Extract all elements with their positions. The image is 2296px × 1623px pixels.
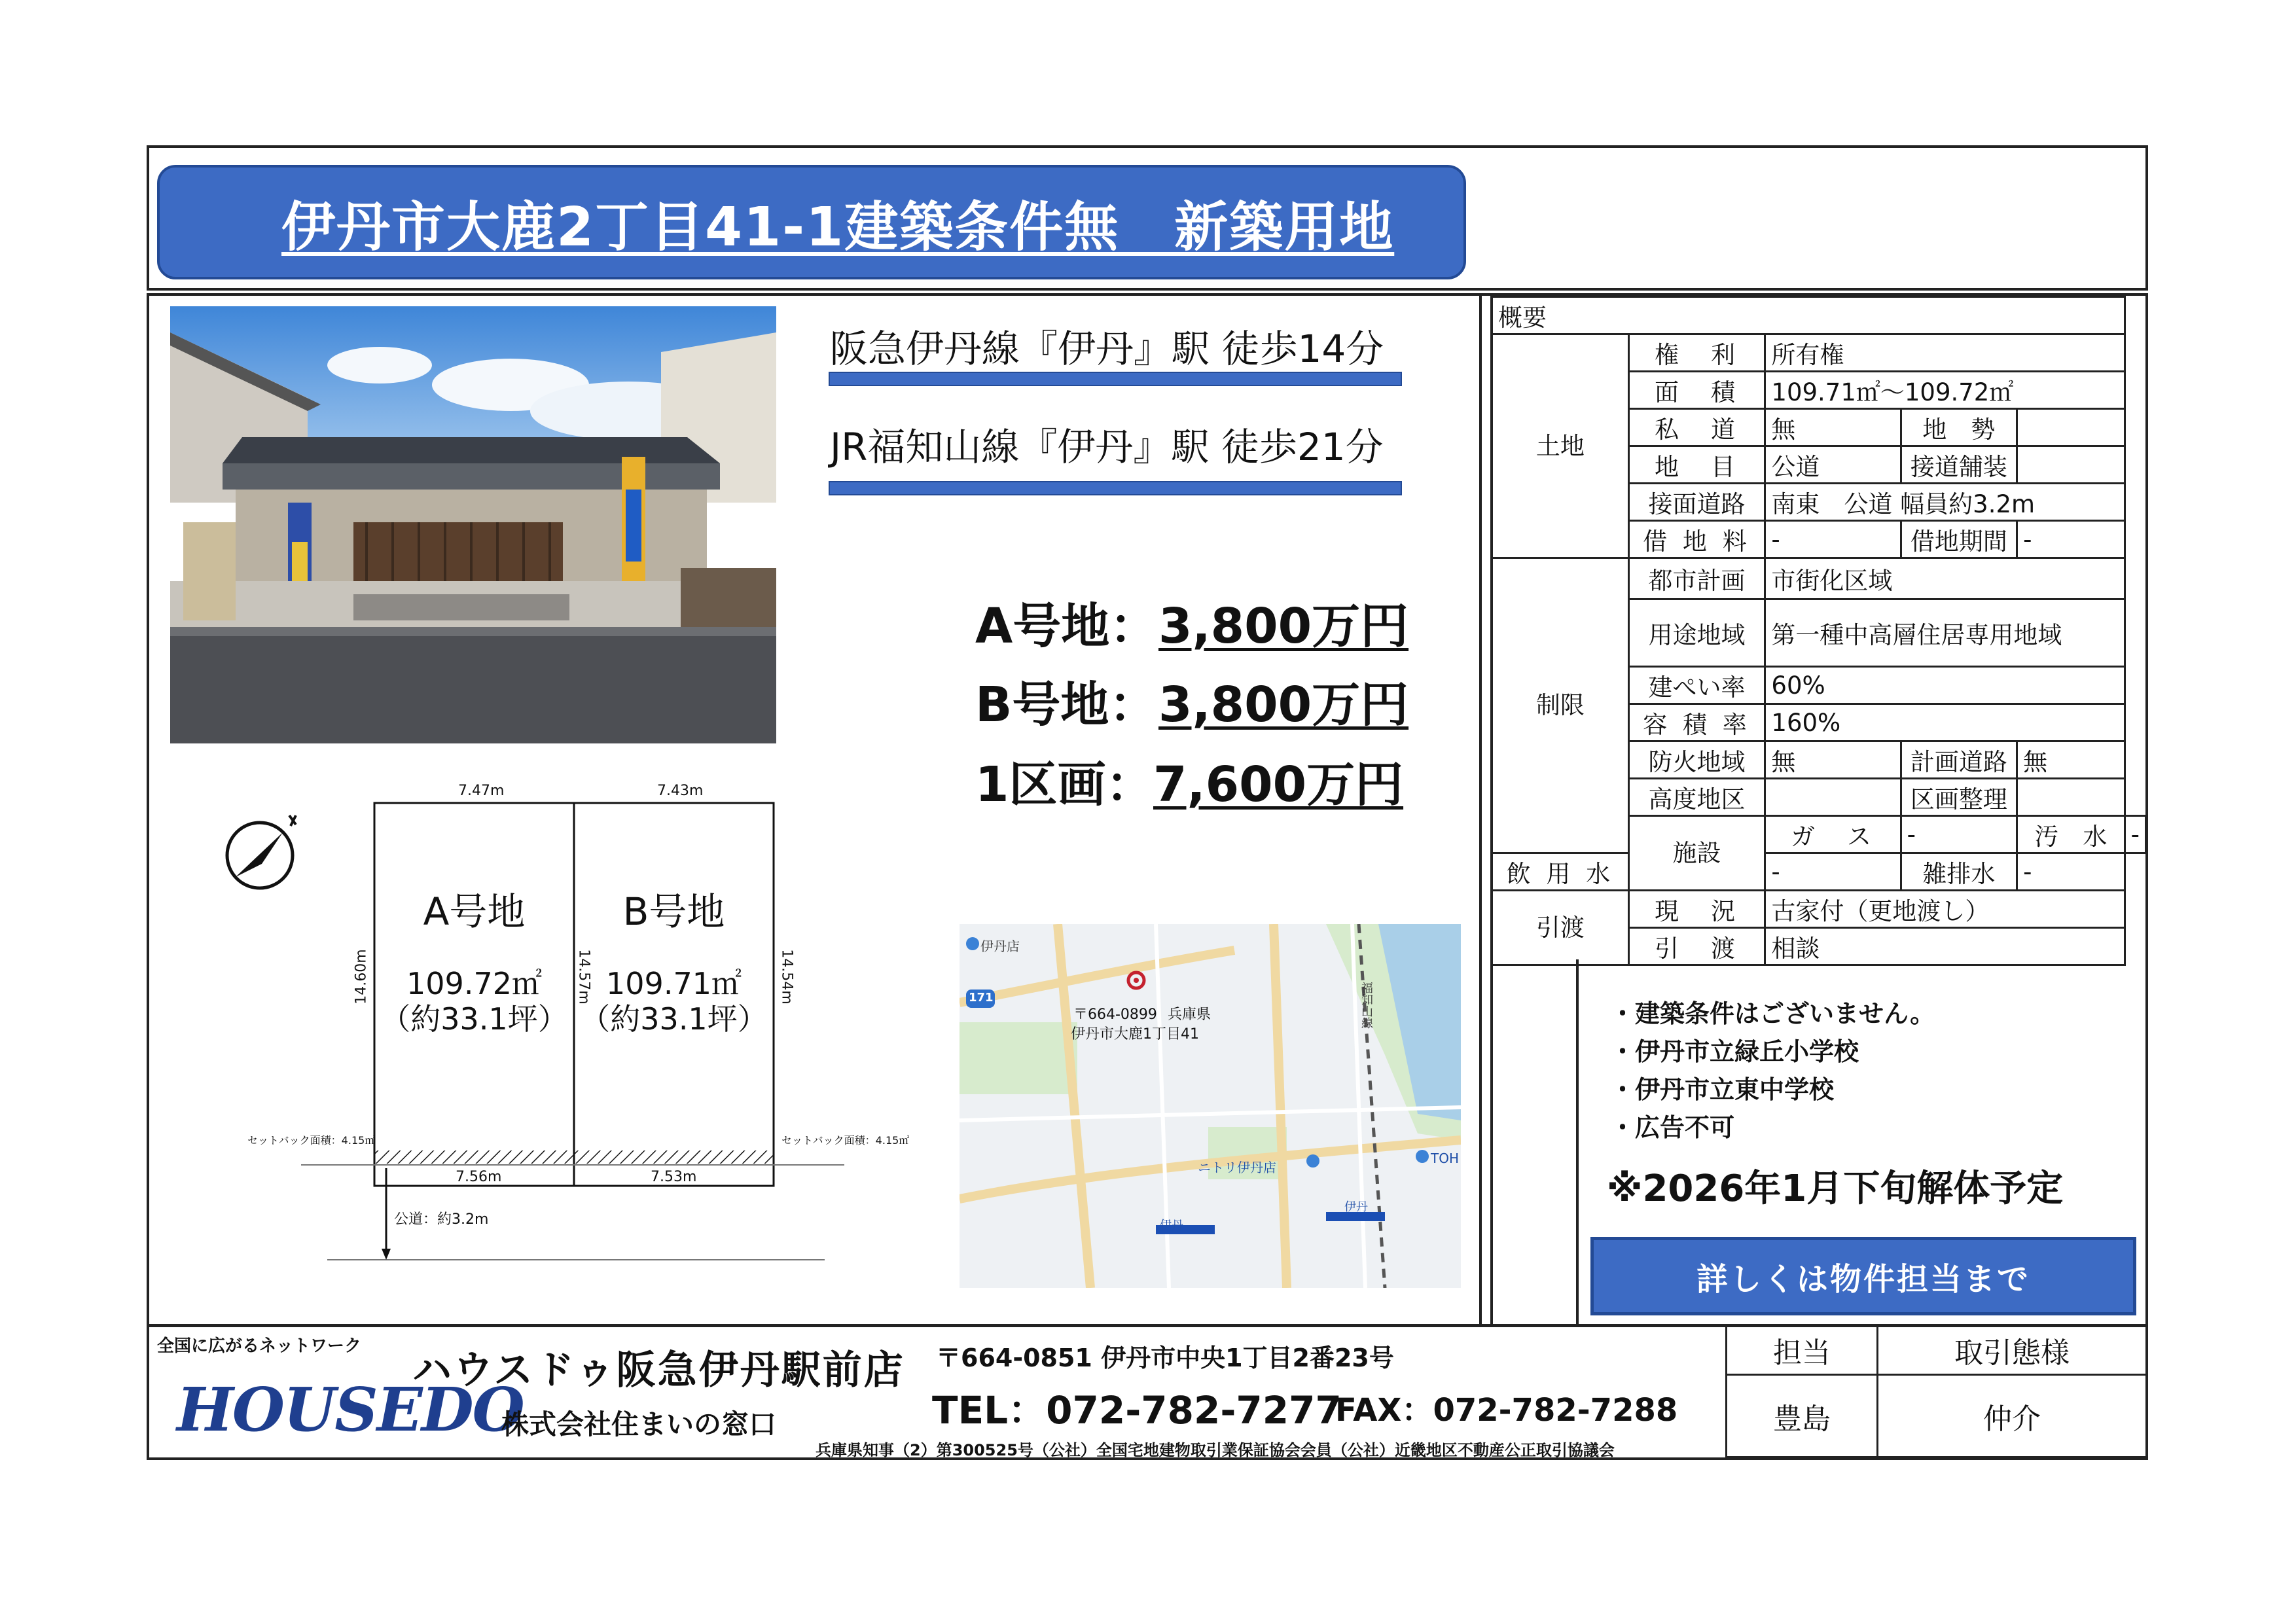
spec-value — [1765, 779, 1901, 816]
plot-b-depth: 14.57m — [575, 949, 592, 1005]
spec-key: 接道舗装 — [1901, 446, 2017, 484]
price-label-total: 1区画： — [975, 757, 1155, 813]
spec-cat-handover: 引渡 — [1492, 891, 1629, 965]
spec-value: - — [1765, 521, 1901, 558]
spec-value: 公道 — [1765, 446, 1901, 484]
staff-key: 担当 — [1727, 1325, 1878, 1375]
price-value-a: 3,800万円 — [1158, 598, 1409, 654]
price-value-b: 3,800万円 — [1158, 677, 1409, 733]
map-nitori-label: ニトリ伊丹店 — [1198, 1160, 1276, 1175]
plot-b-right-depth: 14.54m — [778, 949, 795, 1005]
spec-value: - — [1901, 816, 2017, 853]
spec-key: 地 勢 — [1901, 409, 2017, 446]
spec-key: 引 渡 — [1628, 928, 1765, 965]
plot-a-tsubo: （約33.1坪） — [380, 1001, 568, 1037]
plot-a-top-width: 7.47m — [458, 783, 505, 799]
price-value-total: 7,600万円 — [1153, 757, 1404, 813]
contact-button[interactable]: 詳しくは物件担当まで — [1590, 1237, 2136, 1315]
note-item: ・伊丹市立東中学校 — [1610, 1075, 1835, 1104]
property-photo — [170, 306, 776, 743]
note-item: ・建築条件はございません。 — [1610, 999, 1935, 1028]
staff-value: 豊島 — [1727, 1375, 1878, 1457]
spec-key: 面 積 — [1628, 372, 1765, 409]
spec-value: 相談 — [1765, 928, 2125, 965]
spec-value: - — [1765, 853, 1901, 891]
spec-key: 汚 水 — [2017, 816, 2125, 853]
spec-key: 計画道路 — [1901, 741, 2017, 779]
plot-b-area: 109.71㎡ — [606, 966, 742, 1001]
spec-cat-limit: 制限 — [1492, 558, 1629, 853]
spec-value: 古家付（更地渡し） — [1765, 891, 2125, 928]
map-station1-label: 伊丹 — [1160, 1219, 1183, 1232]
spec-value: 無 — [1765, 409, 1901, 446]
spec-value — [2017, 446, 2125, 484]
spec-key: ガ ス — [1765, 816, 1901, 853]
deal-key: 取引態様 — [1878, 1325, 2147, 1375]
fax-number: FAX：072-782-7288 — [1335, 1392, 1678, 1429]
setback-left: セットバック面積：4.15㎡ — [247, 1134, 376, 1147]
spec-cat-facility: 施設 — [1628, 816, 1765, 891]
shop-name: ハウスドゥ阪急伊丹駅前店 — [412, 1347, 905, 1393]
location-map[interactable] — [960, 924, 1461, 1288]
spec-cat-land: 土地 — [1492, 334, 1629, 558]
spec-header: 概要 — [1492, 297, 2125, 334]
spec-value: - — [2125, 816, 2145, 853]
spec-value: 南東 公道 幅員約3.2m — [1765, 484, 2125, 521]
notes-divider — [1576, 959, 1579, 1327]
spec-key: 権 利 — [1628, 334, 1765, 372]
spec-value: - — [2017, 853, 2125, 891]
map-station2-label: 伊丹 — [1344, 1200, 1368, 1214]
spec-value: 無 — [2017, 741, 2125, 779]
notes-list — [1610, 995, 1935, 1147]
spec-key: 防火地域 — [1628, 741, 1765, 779]
staff-table — [1725, 1324, 2147, 1458]
spec-value: 市街化区域 — [1765, 558, 2125, 599]
plot-b-name: B号地 — [622, 889, 725, 934]
map-postal: 〒664-0899 — [1073, 1007, 1157, 1023]
price-label-b: B号地： — [975, 677, 1158, 733]
spec-key: 区画整理 — [1901, 779, 2017, 816]
spec-key: 飲 用 水 — [1492, 853, 1629, 891]
license-info: 兵庫県知事（2）第300525号（公社）全国宅地建物取引業保証協会会員（公社）近畿地区不動産公正取引協議会 — [816, 1441, 1615, 1459]
setback-right: セットバック面積：4.15㎡ — [781, 1134, 910, 1147]
map-toh-label: TOH — [1431, 1150, 1459, 1166]
spec-value: 無 — [1765, 741, 1901, 779]
map-rail-label: 福知山線 — [1359, 982, 1373, 1029]
spec-value: 所有権 — [1765, 334, 2125, 372]
spec-value: 第一種中高層住居専用地域 — [1765, 599, 2125, 667]
road-width: 公道：約3.2m — [394, 1211, 489, 1228]
access-underline — [829, 481, 1402, 495]
network-tagline: 全国に広がるネットワーク — [157, 1336, 362, 1356]
map-route-label: 171 — [969, 991, 994, 1005]
plot-a-depth: 14.60m — [353, 949, 370, 1005]
spec-key: 雑排水 — [1901, 853, 2017, 891]
deal-value: 仲介 — [1878, 1375, 2147, 1457]
spec-key: 借地期間 — [1901, 521, 2017, 558]
spec-key: 接面道路 — [1628, 484, 1765, 521]
plot-b-tsubo: （約33.1坪） — [580, 1001, 768, 1037]
note-item: ・伊丹市立緑丘小学校 — [1610, 1037, 1859, 1066]
spec-key: 建ぺい率 — [1628, 667, 1765, 704]
spec-key: 現 況 — [1628, 891, 1765, 928]
map-store-label: 伊丹店 — [980, 938, 1020, 954]
spec-key: 私 道 — [1628, 409, 1765, 446]
spec-key: 地 目 — [1628, 446, 1765, 484]
logo-text: HOUSEDO — [177, 1374, 524, 1445]
phone-number[interactable]: TEL：072-782-7277 — [932, 1388, 1342, 1433]
spec-key: 用途地域 — [1628, 599, 1765, 667]
note-item: ・広告不可 — [1610, 1113, 1735, 1142]
spec-key: 都市計画 — [1628, 558, 1765, 599]
access-jr: JR福知山線『伊丹』駅 徒歩21分 — [830, 425, 1384, 469]
spec-key: 高度地区 — [1628, 779, 1765, 816]
spec-key: 借 地 料 — [1628, 521, 1765, 558]
spec-value — [2017, 779, 2125, 816]
demolition-schedule: ※2026年1月下旬解体予定 — [1607, 1168, 2064, 1210]
company-name: 株式会社住まいの窓口 — [501, 1408, 777, 1440]
access-underline — [829, 372, 1402, 386]
spec-table — [1491, 296, 2147, 966]
plot-b-top-width: 7.43m — [657, 783, 704, 799]
shop-address: 〒664-0851 伊丹市中央1丁目2番23号 — [936, 1344, 1394, 1372]
plot-a-bottom-width: 7.56m — [456, 1169, 502, 1185]
map-address: 伊丹市大鹿1丁目41 — [1071, 1026, 1199, 1043]
spec-key: 容 積 率 — [1628, 704, 1765, 741]
plot-a-name: A号地 — [423, 889, 526, 934]
spec-value: 109.71㎡〜109.72㎡ — [1765, 372, 2125, 409]
access-hankyu: 阪急伊丹線『伊丹』駅 徒歩14分 — [830, 327, 1384, 371]
plot-b-bottom-width: 7.53m — [651, 1169, 697, 1185]
plot-a-area: 109.72㎡ — [406, 966, 542, 1001]
spec-value — [2017, 409, 2125, 446]
price-label-a: A号地： — [975, 598, 1158, 654]
spec-value: - — [2017, 521, 2125, 558]
spec-value: 160% — [1765, 704, 2125, 741]
spec-value: 60% — [1765, 667, 2125, 704]
page-title: 伊丹市大鹿2丁目41-1建築条件無 新築用地 — [281, 196, 1395, 259]
map-pref: 兵庫県 — [1168, 1007, 1211, 1023]
